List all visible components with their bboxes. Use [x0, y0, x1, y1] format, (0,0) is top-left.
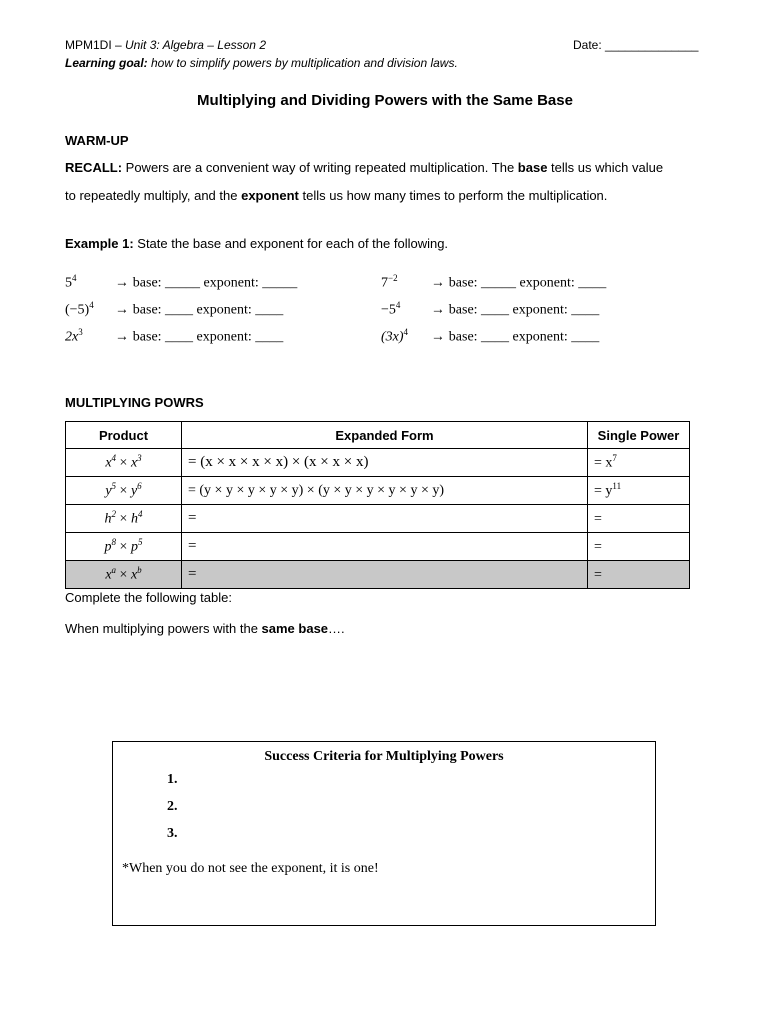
column-header: Product [66, 422, 182, 449]
column-header: Expanded Form [182, 422, 588, 449]
example-blanks: base: ____ exponent: ____ [448, 329, 600, 345]
single-power-cell[interactable]: = [588, 533, 690, 561]
learning-goal-text: how to simplify powers by multiplication and division laws. [147, 56, 458, 70]
table-instruction: Complete the following table: [65, 590, 232, 605]
product-cell: $y^5 \times y^6$ [66, 477, 182, 505]
expanded-form-cell[interactable]: = [182, 561, 588, 589]
arrow-icon: → [114, 327, 129, 344]
column-header: Single Power [588, 422, 690, 449]
example-1-prompt [65, 236, 448, 251]
exponent-note: *When you do not see the exponent, it is one! [122, 861, 379, 876]
example-1-text: State the base and exponent for each of the following. [133, 236, 449, 251]
criteria-item[interactable]: 2. [167, 799, 178, 814]
example-item [65, 327, 283, 346]
success-criteria-box [112, 741, 656, 926]
success-criteria-list [113, 769, 655, 850]
single-power-cell[interactable]: = $x^7$ [588, 449, 690, 477]
recall-base-word: base [517, 160, 548, 175]
example-blanks: base: _____ exponent: _____ [132, 275, 298, 291]
example-item [381, 327, 599, 346]
single-power-cell[interactable]: = [588, 561, 690, 589]
success-criteria-title: Success Criteria for Multiplying Powers [264, 749, 504, 764]
example-item [381, 273, 606, 292]
example-blanks: base: ____ exponent: ____ [448, 302, 600, 318]
product-cell: $h^2 \times h^4$ [66, 505, 182, 533]
course-header [65, 38, 266, 52]
example-item [381, 300, 599, 319]
arrow-icon: → [430, 300, 445, 317]
table-row [66, 505, 690, 533]
recall-line-1 [65, 160, 663, 175]
recall-exponent-word: exponent [241, 188, 299, 203]
example-blanks: base: _____ exponent: ____ [448, 275, 607, 291]
recall-text-2b: tells us how many times to perform the multiplication. [298, 188, 608, 203]
table-row-general [66, 561, 690, 589]
learning-goal [65, 56, 458, 70]
rule-same-base: same base [261, 621, 329, 636]
arrow-icon: → [114, 300, 129, 317]
date-field: Date: ______________ [573, 38, 699, 52]
criteria-item[interactable]: 3. [167, 826, 178, 841]
product-cell: $x^a \times x^b$ [66, 561, 182, 589]
recall-label: RECALL: [65, 160, 123, 175]
recall-line-2 [65, 188, 607, 203]
multiplying-heading: MULTIPLYING POWRS [65, 395, 204, 410]
example-expression: $-5^4$ [381, 300, 401, 318]
expanded-form-cell[interactable]: = [182, 505, 588, 533]
example-1-label: Example 1: [65, 236, 134, 251]
rule-text-b: …. [328, 621, 345, 636]
table-row [66, 477, 690, 505]
course-prefix: MPM1DI – [65, 38, 126, 52]
warmup-heading: WARM-UP [65, 133, 129, 148]
rule-text-a: When multiplying powers with the [65, 621, 262, 636]
page-title: Multiplying and Dividing Powers with the Same Base [197, 92, 573, 109]
table-header-row [66, 422, 690, 449]
example-item [65, 300, 283, 319]
single-power-cell[interactable]: = [588, 505, 690, 533]
single-power-cell[interactable]: = $y^{11}$ [588, 477, 690, 505]
product-cell: $x^4 \times x^3$ [66, 449, 182, 477]
multiplying-rule [65, 621, 345, 636]
example-item [65, 273, 297, 292]
arrow-icon: → [430, 327, 445, 344]
expanded-form-cell[interactable]: = (y × y × y × y × y) × (y × y × y × y × y × y) [182, 477, 588, 505]
expanded-form-cell[interactable]: = [182, 533, 588, 561]
expanded-form-cell[interactable]: = (x × x × x × x) × (x × x × x) [182, 449, 588, 477]
course-unit: Unit 3: Algebra – Lesson 2 [125, 38, 266, 52]
criteria-item[interactable]: 1. [167, 772, 178, 787]
arrow-icon: → [430, 273, 445, 290]
arrow-icon: → [114, 273, 129, 290]
example-expression: $(-5)^4$ [65, 300, 94, 318]
table-row [66, 449, 690, 477]
example-blanks: base: ____ exponent: ____ [132, 302, 284, 318]
example-blanks: base: ____ exponent: ____ [132, 329, 284, 345]
product-cell: $p^8 \times p^5$ [66, 533, 182, 561]
example-expression: $5^4$ [65, 273, 77, 291]
learning-goal-label: Learning goal: [65, 56, 148, 70]
recall-text-1a: Powers are a convenient way of writing repeated multiplication. The [122, 160, 518, 175]
recall-text-2a: to repeatedly multiply, and the [65, 188, 242, 203]
recall-text-1b: tells us which value [547, 160, 664, 175]
multiplying-table [65, 421, 690, 589]
table-row [66, 533, 690, 561]
example-expression: $(3x)^4$ [381, 327, 409, 345]
example-expression: $2x^3$ [65, 327, 83, 345]
example-expression: $7^{-2}$ [381, 273, 398, 291]
